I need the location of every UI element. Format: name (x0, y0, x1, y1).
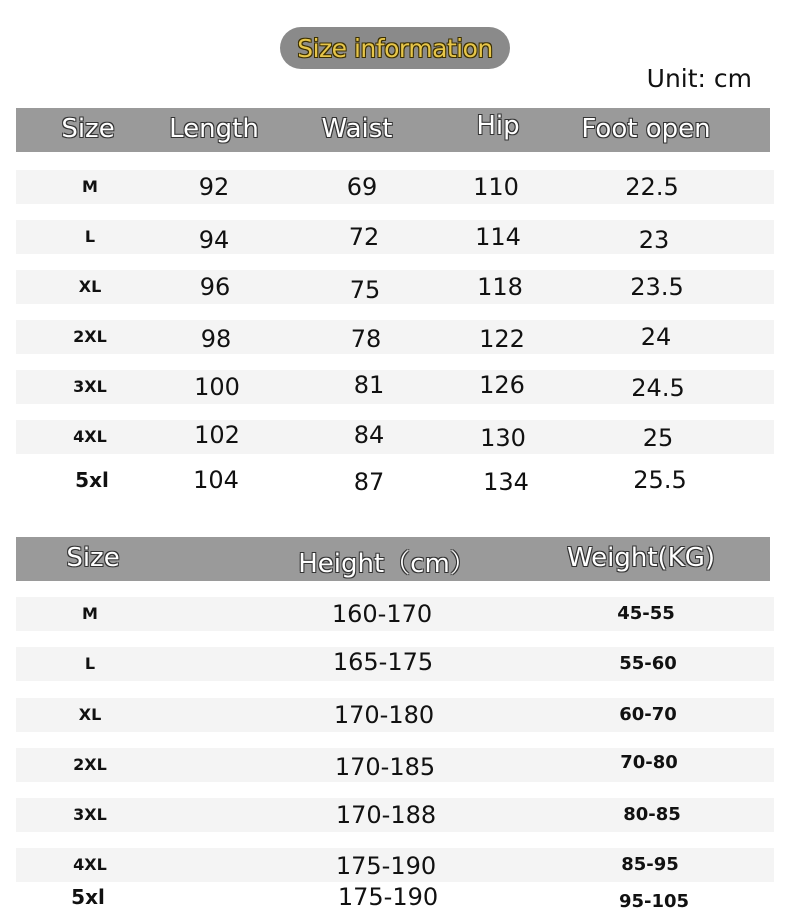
weight-cell: 80-85 (623, 804, 681, 825)
waist-cell: 75 (349, 276, 381, 304)
table1-row (16, 320, 774, 354)
table1-row (16, 170, 774, 204)
waist-cell: 78 (350, 325, 382, 353)
table1-row (16, 220, 774, 254)
size-cell: 5xl (71, 885, 105, 909)
height-cell: 170-180 (333, 701, 435, 729)
table1-header-waist: Waist (321, 114, 393, 144)
foot-open-cell: 24.5 (631, 374, 685, 402)
size-cell: 3XL (73, 805, 107, 824)
weight-cell: 95-105 (618, 891, 690, 912)
unit-label: Unit: cm (646, 64, 752, 93)
size-cell: XL (78, 277, 102, 296)
table2-row (16, 698, 774, 732)
hip-cell: 126 (479, 371, 525, 399)
page-title: Size information (297, 33, 493, 63)
table2-header-size: Size (66, 543, 120, 573)
table1-row (16, 420, 774, 454)
hip-cell: 118 (477, 273, 523, 301)
weight-cell: 45-55 (617, 603, 675, 624)
table2-row (16, 880, 774, 914)
table1-row (16, 270, 774, 304)
table1-header (16, 108, 770, 152)
hip-cell: 134 (483, 468, 529, 496)
foot-open-cell: 23.5 (630, 273, 684, 301)
length-cell: 104 (193, 466, 239, 494)
size-cell: L (84, 654, 96, 673)
table2-header-weight: Weight(KG) (566, 543, 716, 573)
height-cell: 165-175 (332, 648, 434, 676)
waist-cell: 72 (348, 223, 380, 251)
size-cell: 2XL (73, 755, 107, 774)
height-cell: 175-190 (335, 852, 437, 880)
hip-cell: 130 (480, 424, 526, 452)
waist-cell: 81 (353, 371, 385, 399)
table2-row (16, 647, 774, 681)
length-cell: 102 (194, 421, 240, 449)
size-cell: 5xl (75, 468, 109, 492)
height-cell: 160-170 (331, 600, 433, 628)
hip-cell: 114 (475, 223, 521, 251)
length-cell: 92 (198, 173, 230, 201)
size-cell: M (82, 177, 98, 196)
table2-header-height: Height（cm） (298, 549, 476, 579)
foot-open-cell: 25 (642, 424, 674, 452)
foot-open-cell: 23 (638, 226, 670, 254)
length-cell: 98 (200, 325, 232, 353)
table1-header-length: Length (169, 114, 259, 144)
waist-cell: 87 (353, 468, 385, 496)
table1-header-foot-open: Foot open (581, 114, 711, 144)
size-cell: 3XL (73, 377, 107, 396)
table2-row (16, 748, 774, 782)
title-banner (280, 27, 510, 69)
table2-row (16, 597, 774, 631)
height-cell: 170-188 (335, 801, 437, 829)
weight-cell: 55-60 (619, 653, 677, 674)
table1-header-hip: Hip (476, 111, 520, 141)
hip-cell: 110 (473, 173, 519, 201)
table1-row (16, 370, 774, 404)
size-cell: 2XL (73, 327, 107, 346)
length-cell: 100 (194, 373, 240, 401)
table1-row (16, 463, 774, 497)
weight-cell: 85-95 (621, 854, 679, 875)
waist-cell: 84 (353, 421, 385, 449)
size-cell: 4XL (73, 855, 107, 874)
table2-header (16, 537, 770, 581)
size-cell: 4XL (73, 427, 107, 446)
size-cell: M (82, 604, 98, 623)
foot-open-cell: 22.5 (625, 173, 679, 201)
table2-row (16, 848, 774, 882)
table1-header-size: Size (61, 114, 115, 144)
size-cell: L (84, 227, 96, 246)
length-cell: 94 (198, 226, 230, 254)
hip-cell: 122 (479, 325, 525, 353)
foot-open-cell: 25.5 (633, 466, 687, 494)
foot-open-cell: 24 (640, 323, 672, 351)
weight-cell: 60-70 (619, 704, 677, 725)
waist-cell: 69 (346, 173, 378, 201)
table2-row (16, 798, 774, 832)
size-cell: XL (78, 705, 102, 724)
length-cell: 96 (199, 273, 231, 301)
weight-cell: 70-80 (620, 752, 678, 773)
height-cell: 175-190 (337, 883, 439, 911)
height-cell: 170-185 (334, 753, 436, 781)
